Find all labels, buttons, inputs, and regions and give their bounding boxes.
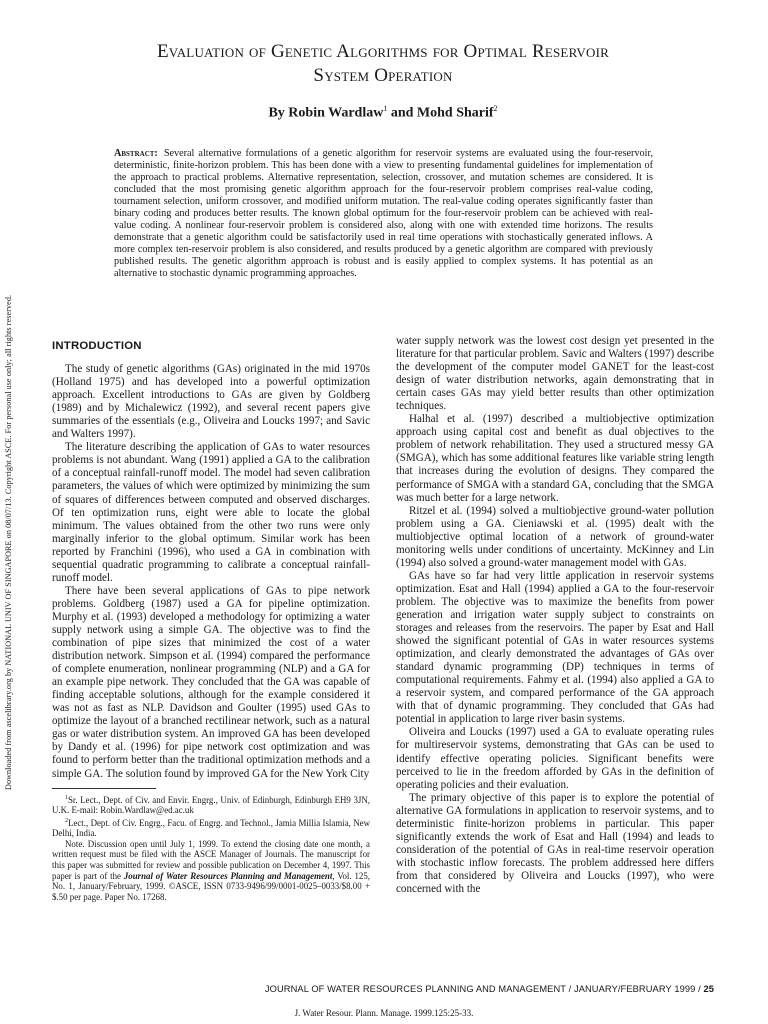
body-paragraph: GAs have so far had very little application in reservoir systems optimization. Esat and Hall (1994) applied a GA to the four-reservoir problem. The objective was to maximize the benefits from power generation and irrigation water supply subject to constraints on storages and releases from the reservoirs. The paper by Esat and Hall showed the significant potential of GAs in water resources systems optimization, and clearly demonstrated the advantages of GAs over standard dynamic programming (DP) techniques in terms of computational requirements. Fahmy et al. (1994) also applied a GA to a reservoir system, and compared performance of the GA approach with that of dynamic programming. They concluded that GAs had potential in application to large river basin systems. xyxy=(396,569,714,726)
footnote-1-text: Sr. Lect., Dept. of Civ. and Envir. Engrg., Univ. of Edinburgh, Edinburgh EH9 3JN, U.K. E-mail: Robin.Wardlaw@ed.ac.uk xyxy=(52,794,370,816)
page-number: 25 xyxy=(703,984,714,994)
footnote-1-mark: 1 xyxy=(65,794,68,801)
author-line xyxy=(52,104,714,122)
footnote-2 xyxy=(52,816,370,839)
footnote-2-mark: 2 xyxy=(65,817,68,824)
abstract-text: Several alternative formulations of a genetic algorithm for reservoir systems are evaluated using the four-reservoir, deterministic, finite-horizon problem. This has been done with a view to presenting fundamental guidelines for implementation of the approach to practical problems. Alternative representation, selection, crossover, and mutation schemes are considered. It is concluded that the most promising genetic algorithm approach for the four-reservoir problem comprises real-value coding, tournament selection, uniform crossover, and modified uniform mutation. The real-value coding operates significantly faster than binary coding and produces better results. The known global optimum for the four-reservoir problem can be achieved with real-value coding. A nonlinear four-reservoir problem is considered also, along with one with extended time horizons. The results demonstrate that a genetic algorithm could be satisfactorily used in real time operations with stochastically generated inflows. A more complex ten-reservoir problem is also considered, and results produced by a genetic algorithm are compared with previously published results. The genetic algorithm approach is robust and is easily applied to complex systems. It has potential as an alternative to stochastic dynamic programming approaches. xyxy=(114,148,653,279)
author-connector: and Mohd Sharif xyxy=(387,105,494,121)
abstract-label: Abstract: xyxy=(114,148,158,159)
journal-name: Journal of Water Resources Planning and Management xyxy=(123,870,333,881)
section-heading: INTRODUCTION xyxy=(52,340,142,352)
footnote-rule xyxy=(52,788,156,789)
running-footer-text: JOURNAL OF WATER RESOURCES PLANNING AND MANAGEMENT / JANUARY/FEBRUARY 1999 / xyxy=(264,984,704,994)
body-paragraph: The literature describing the application of GAs to water resources problems is not abundant. Wang (1991) applied a GA to the calibration of a conceptual rainfall-runoff model. The model had seven calibration parameters, the values of which were optimized by minimizing the sum of squares of differences between computed and observed discharges. Of ten optimization runs, eight were able to locate the global minimum. The values obtained from the other two runs were only marginally inferior to the global optimum. Similar work has been reported by Franchini (1996), who used a GA in combination with sequential quadratic programming to calibrate a conceptual rainfall-runoff model. xyxy=(52,441,370,584)
title-line-2: System Operation xyxy=(313,65,453,86)
footnote-2-text: Lect., Dept. of Civ. Engrg., Facu. of Engrg. and Technol., Jamia Millia Islamia, New Delhi, India. xyxy=(52,817,370,839)
left-column xyxy=(52,340,370,902)
author-mark-2: 2 xyxy=(493,104,498,113)
body-paragraph: There have been several applications of GAs to pipe network problems. Goldberg (1987) used a GA for pipeline optimization. Murphy et al. (1993) developed a methodology for optimizing a water supply network using a simple GA. The objective was to find the combination of pipe sizes that minimized the cost of a water distribution network. Simpson et al. (1994) compared the performance of complete enumeration, nonlinear programming (NLP) and a GA for an example pipe network. They concluded that the GA was capable of finding acceptable solutions, although for the example considered it was not as fast as NLP. Davidson and Goulter (1995) used GAs to optimize the layout of a branched rectilinear network, such as a natural gas or water distribution system. An improved GA has been developed by Dandy et al. (1996) for pipe network cost optimization and was found to perform better than the traditional optimization methods and a simple GA. The solution found by improved GA for the New York City xyxy=(52,584,370,780)
footnote-1 xyxy=(52,793,370,816)
download-notice xyxy=(3,200,17,790)
title-line-1: Evaluation of Genetic Algorithms for Optimal Reservoir xyxy=(157,41,609,62)
body-paragraph: water supply network was the lowest cost design yet presented in the literature for that particular problem. Savic and Walters (1997) describe the development of the computer model GANET for the least-cost design of water distribution networks, again demonstrating that in certain cases GAs may yield better results than other optimization techniques. xyxy=(396,335,714,413)
discussion-note xyxy=(52,839,370,903)
author-prefix: By Robin Wardlaw xyxy=(268,105,384,121)
download-notice-text: Downloaded from ascelibrary.org by NATIONAL UNIV OF SINGAPORE on 08/07/13. Copyright ASCE. For personal use only; all rights reserved. xyxy=(4,294,13,790)
right-column xyxy=(396,335,714,896)
body-paragraph: The primary objective of this paper is to explore the potential of alternative GA formulations in application to reservoir systems, and to deterministic finite-horizon problems in particular. This paper significantly extends the work of Esat and Hall (1994) and leads to consideration of the potential of GAs in real-time reservoir operation with stochastic inflow forecasts. The problem addressed here differs from that considered by Oliveira and Loucks (1997), who were concerned with the xyxy=(396,791,714,895)
discussion-note-end: , Vol. 125, No. 1, January/February, 1999. ©ASCE, ISSN 0733-9496/99/0001-0025–0033/$8.00 + $.50 per page. Paper No. 17268. xyxy=(52,870,370,902)
body-paragraph: Ritzel et al. (1994) solved a multiobjective ground-water pollution problem using a GA. Cieniawski et al. (1995) dealt with the multiobjective optimal location of a network of ground-water monitoring wells under conditions of uncertainty. McKinney and Lin (1994) also solved a ground-water management model with GAs. xyxy=(396,504,714,569)
paper-title xyxy=(52,40,714,88)
body-paragraph: The study of genetic algorithms (GAs) originated in the mid 1970s (Holland 1975) and has developed into a powerful optimization approach. Excellent introductions to GAs are given by Goldberg (1989) and by Michalewicz (1992), and several recent papers give summaries of the essentials (e.g., Oliveira and Loucks 1997; and Savic and Walters 1997). xyxy=(52,363,370,441)
citation-line: J. Water Resour. Plann. Manage. 1999.125:25-33. xyxy=(294,1008,474,1018)
body-paragraph: Oliveira and Loucks (1997) used a GA to evaluate operating rules for multireservoir systems, demonstrating that GAs can be used to identify effective operating policies. Significant benefits were perceived to lie in the freedom afforded by GAs in the definition of operating policies and their evaluation. xyxy=(396,726,714,791)
author-mark-1: 1 xyxy=(383,104,388,113)
running-footer xyxy=(52,984,714,994)
abstract xyxy=(114,148,653,280)
body-paragraph: Halhal et al. (1997) described a multiobjective optimization approach using capital cost and benefit as dual objectives to the problem of network rehabilitation. They used a structured messy GA (SMGA), which has some additional features like variable string length that increases during the evolution of designs. They compared the performance of SMGA with a standard GA, concluding that the SMGA was much better for a large network. xyxy=(396,413,714,504)
discussion-note-start: Note. Discussion open until July 1, 1999. To extend the closing date one month, a written request must be filed with the ASCE Manager of Journals. The manuscript for this paper was submitted for review and possible publication on December 4, 1997. This paper is part of the xyxy=(52,838,370,881)
